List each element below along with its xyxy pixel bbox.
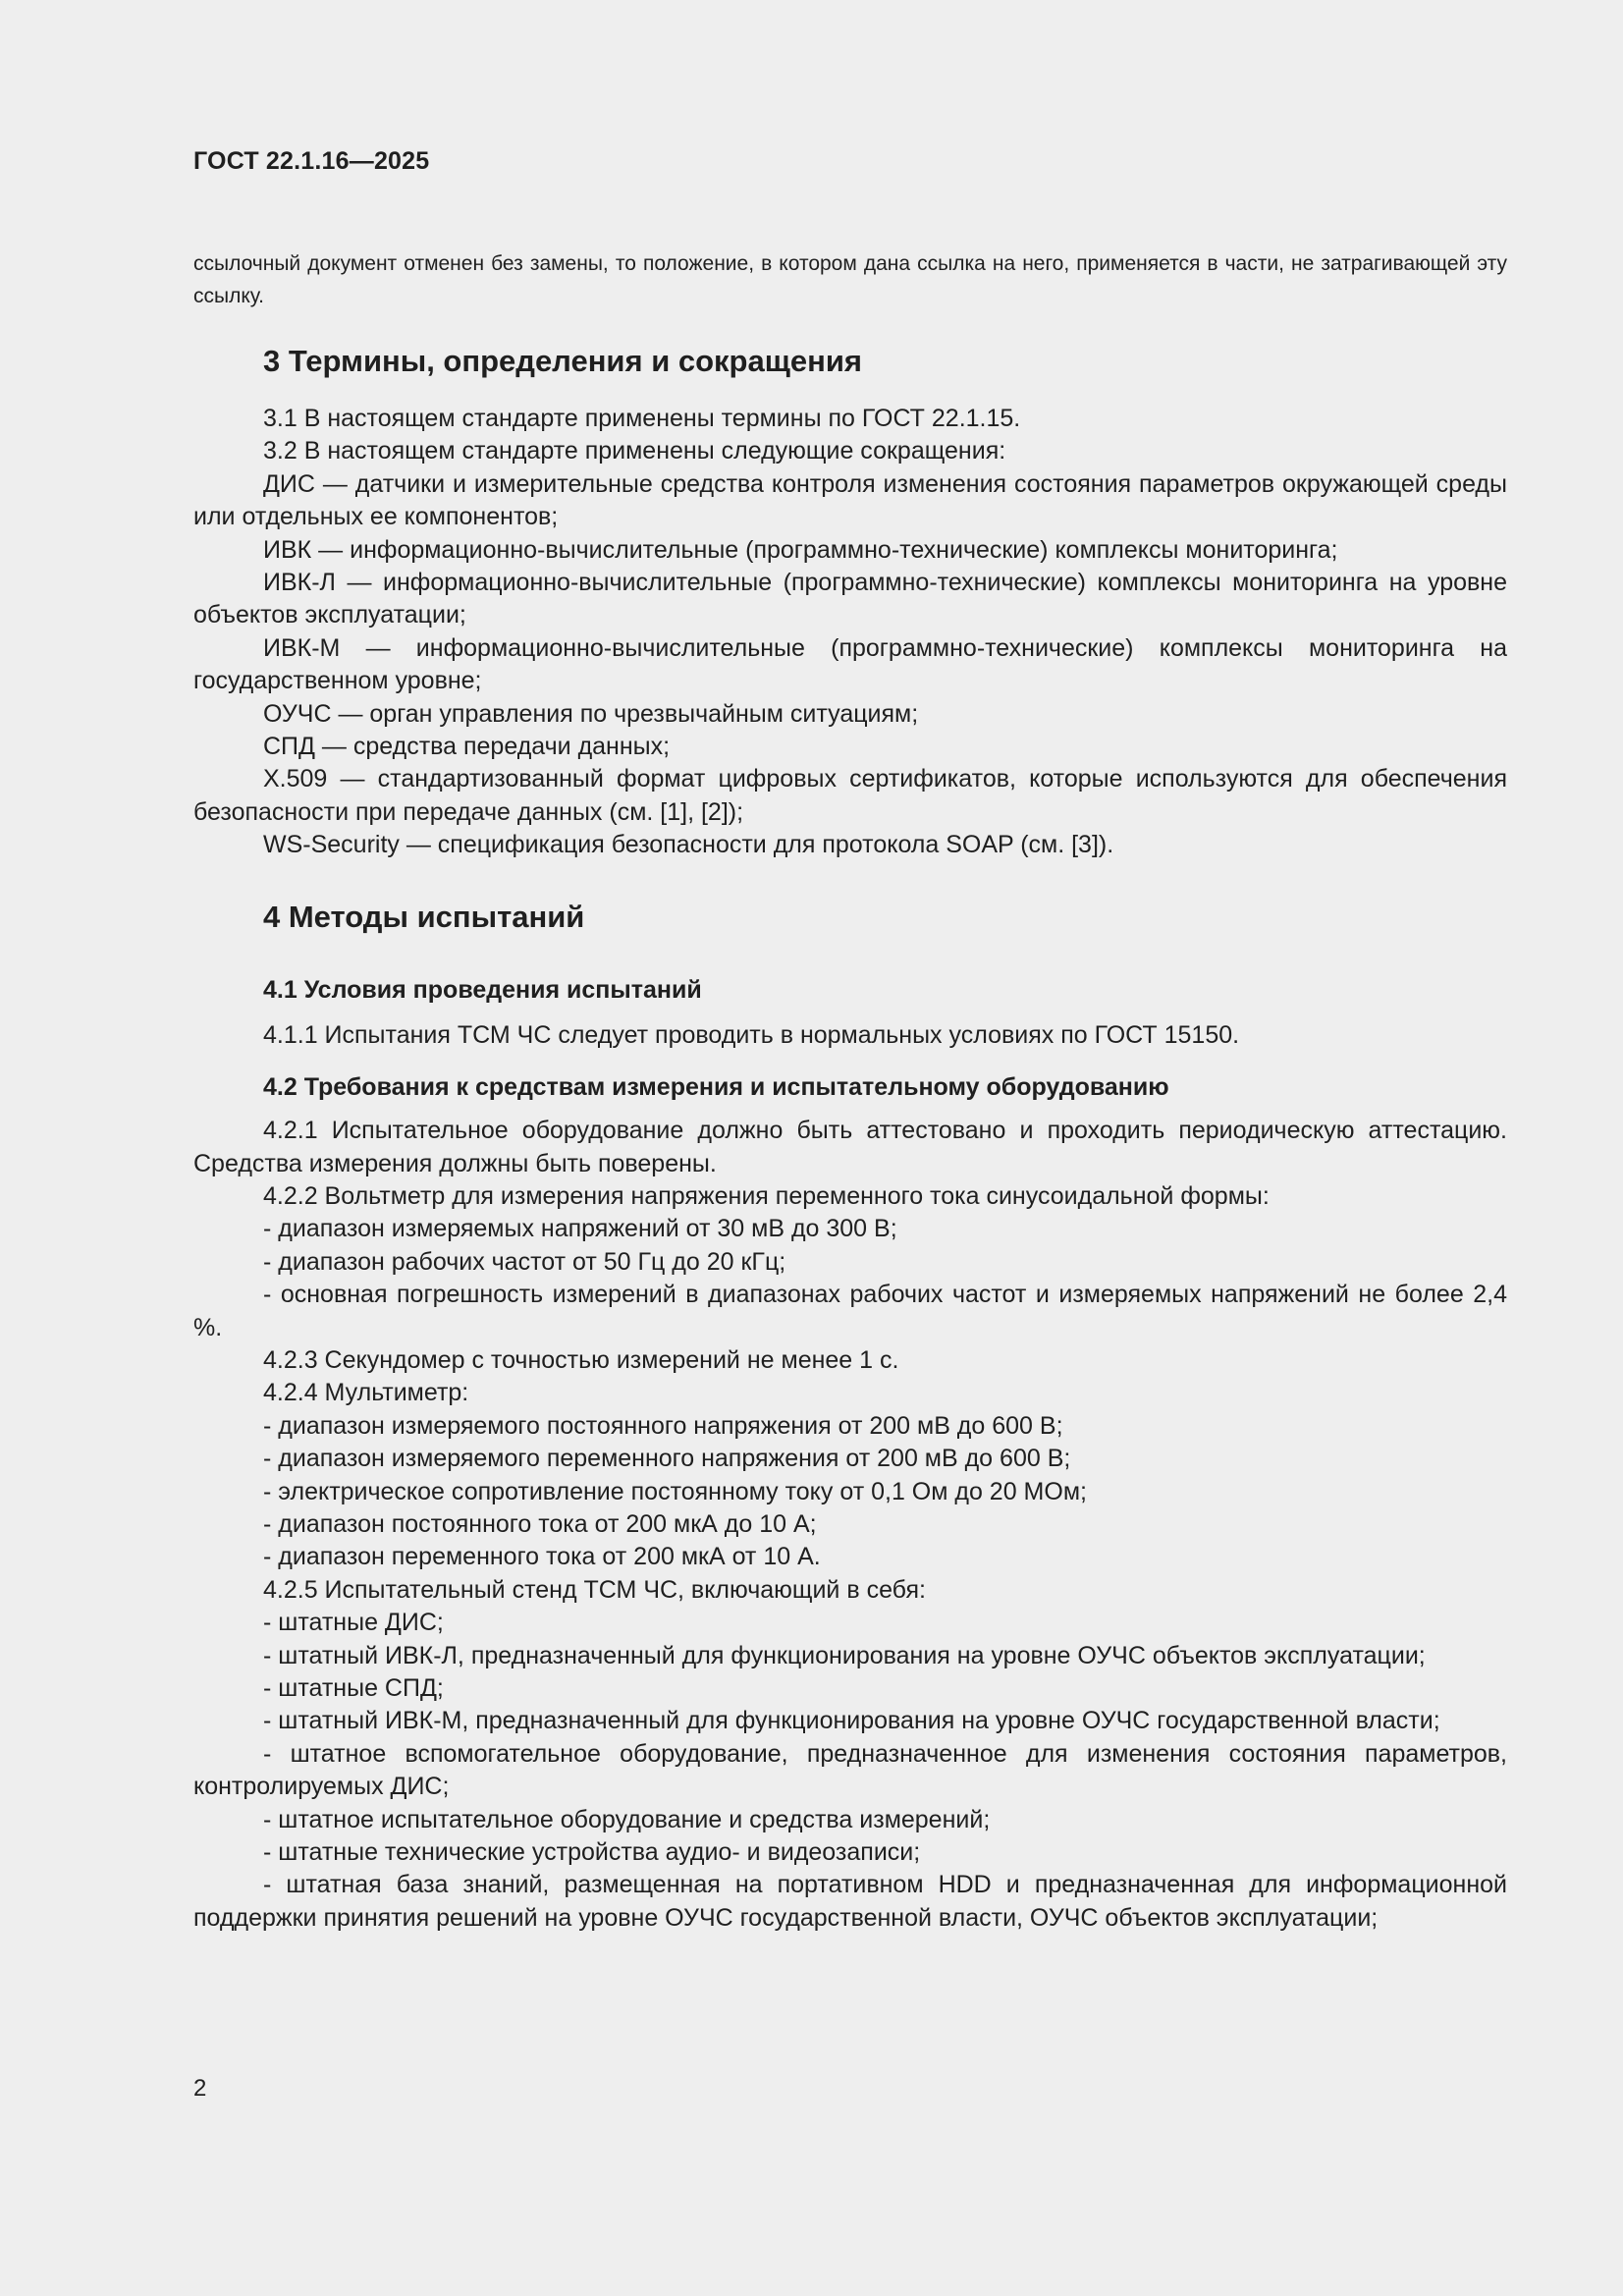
list-item: - штатные технические устройства аудио- и видеозаписи; xyxy=(263,1838,921,1867)
list-item: - штатное вспомогательное оборудование, предназначенное для изменения состояния параметров, контролируемых ДИС; xyxy=(193,1739,1507,1801)
list-item: - электрическое сопротивление постоянному току от 0,1 Ом до 20 МОм; xyxy=(263,1477,1087,1505)
subsection-4-2-heading: 4.2 Требования к средствам измерения и испытательному оборудованию xyxy=(263,1073,1169,1102)
paragraph: 4.2.3 Секундомер с точностью измерений не менее 1 с. xyxy=(263,1345,899,1374)
section-3-heading: 3 Термины, определения и сокращения xyxy=(263,344,862,378)
list-item: - штатные СПД; xyxy=(263,1674,444,1702)
list-item: - диапазон постоянного тока от 200 мкА до 10 А; xyxy=(263,1509,817,1538)
paragraph: 4.2.4 Мультиметр: xyxy=(263,1379,469,1407)
list-item: - диапазон измеряемого постоянного напряжения от 200 мВ до 600 В; xyxy=(263,1411,1063,1440)
paragraph: 4.2.2 Вольтметр для измерения напряжения переменного тока синусоидальной формы: xyxy=(263,1181,1270,1210)
list-item: - штатный ИВК-М, предназначенный для функционирования на уровне ОУЧС государственной власти; xyxy=(263,1707,1440,1735)
paragraph: 4.1.1 Испытания ТСМ ЧС следует проводить в нормальных условиях по ГОСТ 15150. xyxy=(263,1020,1240,1049)
paragraph: 4.2.5 Испытательный стенд ТСМ ЧС, включающий в себя: xyxy=(263,1575,926,1604)
abbreviation-entry: ДИС — датчики и измерительные средства контроля изменения состояния параметров окружающей среды или отдельных ее компонентов; xyxy=(193,469,1507,531)
list-item: - диапазон измеряемых напряжений от 30 мВ до 300 В; xyxy=(263,1215,897,1243)
paragraph: 3.1 В настоящем стандарте применены термины по ГОСТ 22.1.15. xyxy=(263,405,1021,432)
page-number: 2 xyxy=(193,2075,207,2102)
document-body xyxy=(193,338,1507,1935)
list-item: - штатное испытательное оборудование и средства измерений; xyxy=(263,1805,991,1833)
abbreviation-entry: ИВК-М — информационно-вычислительные (программно-технические) комплексы мониторинга на государственном уровне; xyxy=(193,633,1507,695)
abbreviation-entry: СПД — средства передачи данных; xyxy=(263,733,671,761)
list-item: - штатные ДИС; xyxy=(263,1609,444,1637)
list-item: - штатный ИВК-Л, предназначенный для функционирования на уровне ОУЧС объектов эксплуатации; xyxy=(263,1641,1426,1669)
abbreviation-entry: ИВК-Л — информационно-вычислительные (программно-технические) комплексы мониторинга на уровне объектов эксплуатации; xyxy=(193,569,1507,629)
abbreviation-entry: WS-Security — спецификация безопасности для протокола SOAP (см. [3]). xyxy=(263,831,1114,859)
paragraph: 4.2.1 Испытательное оборудование должно быть аттестовано и проходить периодическую аттестацию. Средства измерения должны быть поверены. xyxy=(193,1117,1507,1177)
paragraph: 3.2 В настоящем стандарте применены следующие сокращения: xyxy=(263,437,1006,465)
list-item: - диапазон переменного тока от 200 мкА от 10 А. xyxy=(263,1543,821,1571)
list-item: - основная погрешность измерений в диапазонах рабочих частот и измеряемых напряжений не более 2,4 %. xyxy=(193,1281,1507,1341)
subsection-4-1-heading: 4.1 Условия проведения испытаний xyxy=(263,975,702,1004)
intro-paragraph: ссылочный документ отменен без замены, то положение, в котором дана ссылка на него, применяется в части, не затрагивающей эту ссылку. xyxy=(193,252,1507,307)
section-3-content xyxy=(193,403,1507,862)
list-item: - диапазон рабочих частот от 50 Гц до 20 кГц; xyxy=(263,1247,786,1276)
list-item: - диапазон измеряемого переменного напряжения от 200 мВ до 600 В; xyxy=(263,1445,1071,1473)
abbreviation-entry: ИВК — информационно-вычислительные (программно-технические) комплексы мониторинга; xyxy=(263,535,1338,564)
abbreviation-entry: ОУЧС — орган управления по чрезвычайным ситуациям; xyxy=(263,699,919,728)
document-header: ГОСТ 22.1.16—2025 xyxy=(193,147,430,175)
abbreviation-entry: X.509 — стандартизованный формат цифровых сертификатов, которые используются для обеспечения безопасности при передаче данных (см. [1], [2]); xyxy=(193,765,1507,826)
section-4-heading: 4 Методы испытаний xyxy=(263,899,585,934)
list-item: - штатная база знаний, размещенная на портативном HDD и предназначенная для информационной поддержки принятия решений на уровне ОУЧС государственной власти, ОУЧС объектов эксплуатации; xyxy=(193,1871,1507,1932)
subsection-4-2-content xyxy=(193,1115,1507,1935)
